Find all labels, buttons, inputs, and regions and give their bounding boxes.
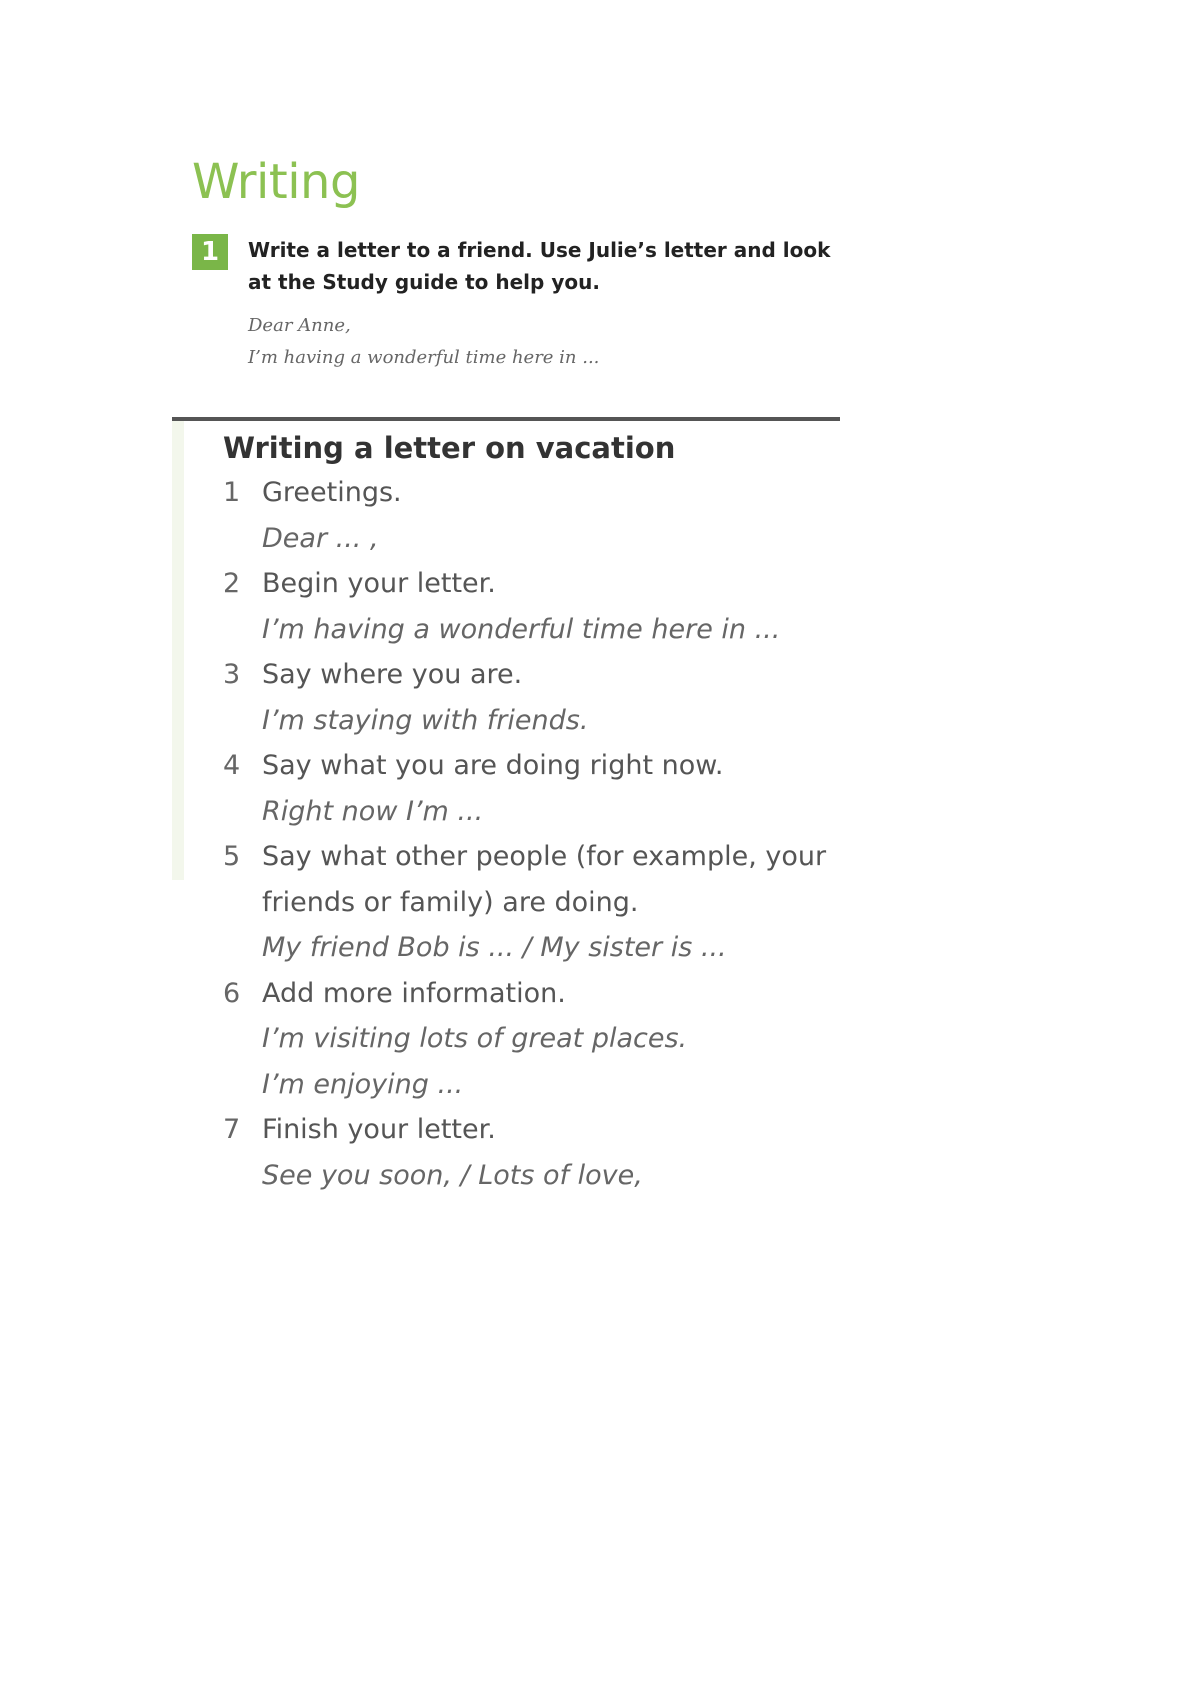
page-title: Writing xyxy=(192,154,360,210)
study-guide-step xyxy=(223,1107,863,1198)
sample-letter xyxy=(248,310,808,374)
step-body xyxy=(262,1107,863,1198)
step-number: 1 xyxy=(223,477,241,508)
exercise-number-badge: 1 xyxy=(192,234,228,270)
study-guide-steps xyxy=(223,470,863,1198)
sample-letter-line: I’m having a wonderful time here in ... xyxy=(248,347,600,368)
step-text: Finish your letter. xyxy=(262,1114,496,1145)
step-number: 6 xyxy=(223,977,241,1009)
study-guide-step xyxy=(223,834,863,971)
step-text: Say where you are. xyxy=(262,659,523,690)
study-guide-background xyxy=(172,420,184,880)
step-text: Say what you are doing right now. xyxy=(262,750,724,781)
sample-letter-line: Dear Anne, xyxy=(248,315,351,336)
step-example: I’m enjoying ... xyxy=(262,1068,464,1100)
step-example: I’m having a wonderful time here in ... xyxy=(262,613,781,645)
step-body xyxy=(262,470,863,561)
step-number: 7 xyxy=(223,1114,241,1145)
study-guide-rule xyxy=(172,417,840,421)
step-body xyxy=(262,743,863,834)
step-body xyxy=(262,834,863,971)
step-number: 5 xyxy=(223,841,241,872)
step-example: Right now I’m ... xyxy=(262,795,484,827)
step-example: My friend Bob is ... / My sister is ... xyxy=(262,932,727,963)
step-example: Dear ... , xyxy=(262,522,379,554)
study-guide-step xyxy=(223,652,863,743)
step-text: Greetings. xyxy=(262,477,402,508)
step-number: 3 xyxy=(223,659,241,690)
step-body xyxy=(262,561,863,652)
step-number: 4 xyxy=(223,750,241,781)
step-example: I’m staying with friends. xyxy=(262,704,589,736)
step-body xyxy=(262,971,863,1108)
exercise-instruction: Write a letter to a friend. Use Julie’s letter and look at the Study guide to help you. xyxy=(248,238,831,294)
study-guide-step xyxy=(223,971,863,1108)
step-example: See you soon, / Lots of love, xyxy=(262,1159,643,1191)
step-text: Say what other people (for example, your friends or family) are doing. xyxy=(262,841,827,918)
study-guide-step xyxy=(223,743,863,834)
study-guide-title: Writing a letter on vacation xyxy=(223,431,676,465)
step-example: I’m visiting lots of great places. xyxy=(262,1023,688,1054)
step-text: Add more information. xyxy=(262,977,566,1009)
study-guide-step xyxy=(223,561,863,652)
step-text: Begin your letter. xyxy=(262,568,496,599)
step-number: 2 xyxy=(223,568,241,599)
step-body xyxy=(262,652,863,743)
study-guide-step xyxy=(223,470,863,561)
